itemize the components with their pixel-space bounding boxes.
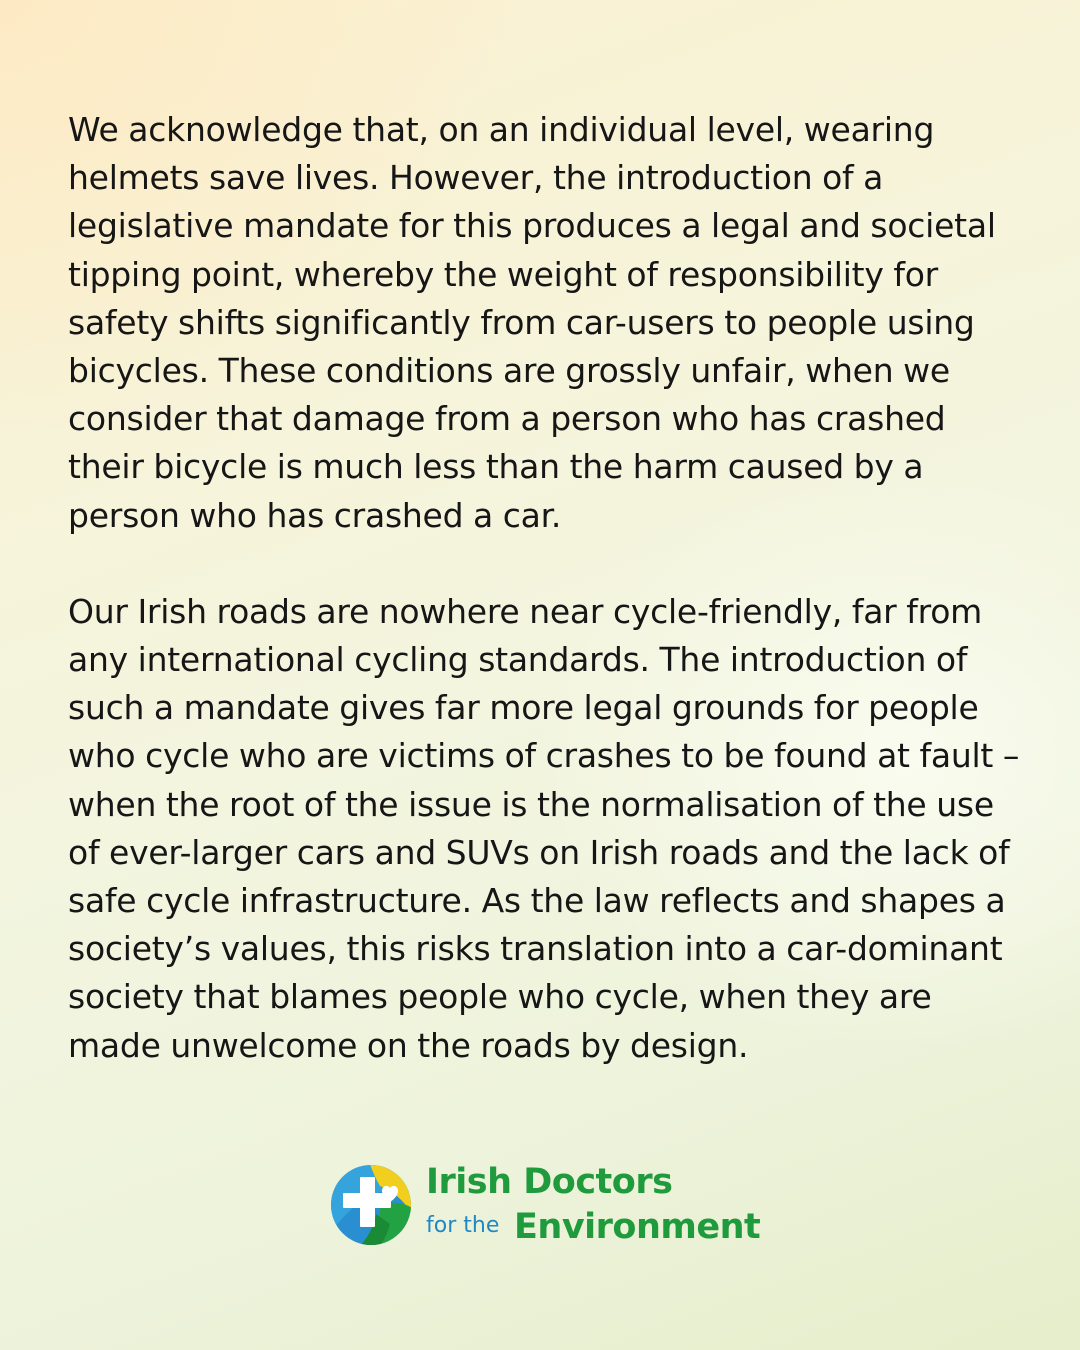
paragraph-helmet-mandate: We acknowledge that, on an individual level, wearing helmets save lives. However, the introduction of a legislative mandate for this produces a legal and societal tipping point, whereby the weight of responsibility for safety shifts significantly from car-users to people using bicycles. These conditions are grossly unfair, when we consider that damage from a person who has crashed their bicycle is much less than the harm caused by a person who has crashed a car. <box>68 110 996 535</box>
logo-title: Irish Doctors <box>426 1162 673 1202</box>
logo-connector: for the <box>426 1213 500 1238</box>
logo-subtitle: Environment <box>514 1207 761 1247</box>
statement-body <box>68 106 1028 1070</box>
medical-cross-heart-icon <box>330 1164 412 1246</box>
paragraph-irish-roads: Our Irish roads are nowhere near cycle-friendly, far from any international cycling standards. The introduction of such a mandate gives far more legal grounds for people who cycle who are victims of crashes to be found at fault – when the root of the issue is the normalisation of the use of ever-larger cars and SUVs on Irish roads and the lack of safe cycle infrastructure. As the law reflects and shapes a society’s values, this risks translation into a car-dominant society that blames people who cycle, when they are made unwelcome on the roads by design. <box>68 591 1020 1065</box>
organization-logo <box>330 1162 761 1252</box>
logo-wordmark <box>426 1162 761 1252</box>
